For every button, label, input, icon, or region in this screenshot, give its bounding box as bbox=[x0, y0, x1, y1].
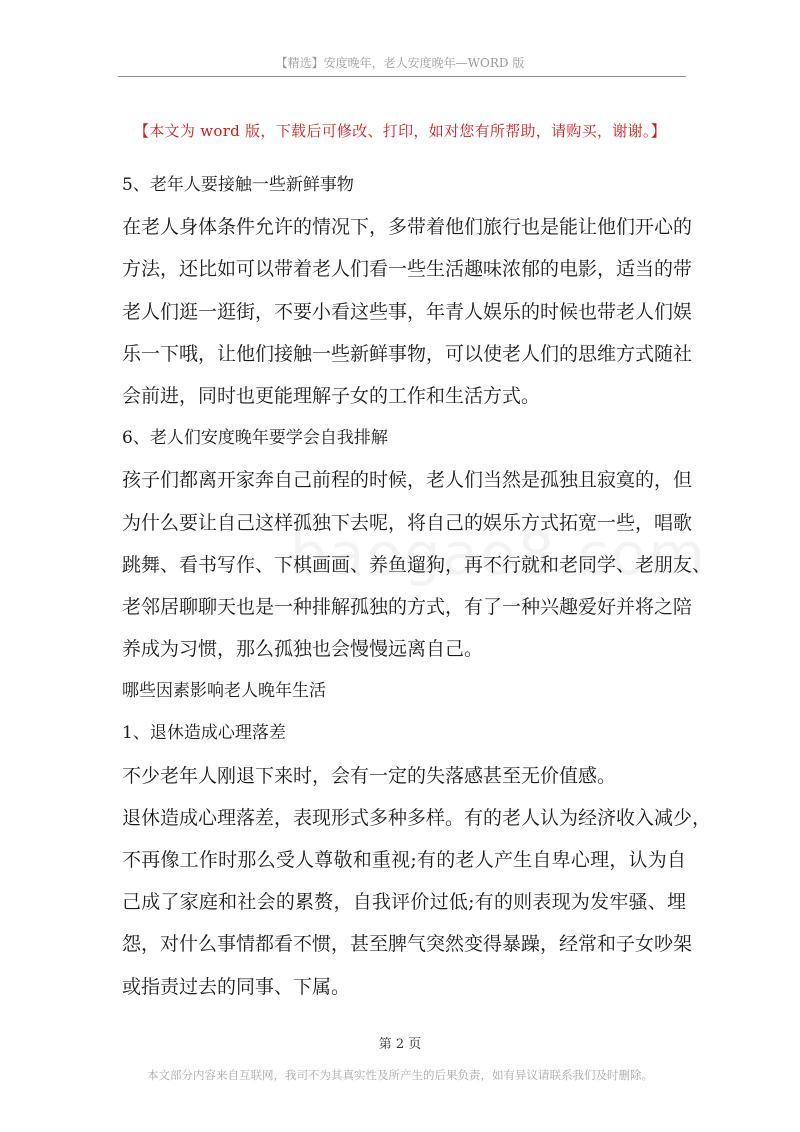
section-heading: 6、老人们安度晚年要学会自我排解 bbox=[122, 428, 388, 449]
page-header: 【精选】安度晚年，老人安度晚年—WORD 版 bbox=[275, 56, 525, 70]
body-text-line: 不再像工作时那么受人尊敬和重视;有的老人产生自卑心理，认为自 bbox=[122, 849, 686, 871]
body-text-line: 或指责过去的同事、下属。 bbox=[122, 975, 351, 998]
body-text-line: 跳舞、看书写作、下棋画画、养鱼遛狗，再不行就和老同学、老朋友、 bbox=[122, 553, 712, 576]
document-body bbox=[122, 164, 712, 1008]
page-number: 第 2 页 bbox=[378, 1037, 422, 1052]
body-text-line: 孩子们都离开家奔自己前程的时候，老人们当然是孤独且寂寞的，但 bbox=[122, 469, 693, 492]
body-text-line: 不少老年人刚退下来时，会有一定的失落感甚至无价值感。 bbox=[122, 764, 617, 787]
header-divider bbox=[118, 76, 686, 77]
section-heading: 1、退休造成心理落差 bbox=[122, 723, 286, 744]
body-text-line: 老人们逛一逛街，不要小看这些事，年青人娱乐的时候也带老人们娱 bbox=[122, 300, 693, 323]
body-text-line: 在老人身体条件允许的情况下，多带着他们旅行也是能让他们开心的 bbox=[122, 216, 693, 239]
body-text-line: 为什么要让自己这样孤独下去呢，将自己的娱乐方式拓宽一些，唱歌 bbox=[122, 511, 693, 534]
download-notice: 【本文为 word 版，下载后可修改、打印，如对您有所帮助，请购买，谢谢。】 bbox=[133, 122, 667, 140]
body-text-line: 退休造成心理落差，表现形式多种多样。有的老人认为经济收入减少， bbox=[122, 806, 712, 829]
body-text-line: 己成了家庭和社会的累赘，自我评价过低;有的则表现为发牢骚、埋 bbox=[122, 891, 686, 914]
body-text-line: 会前进，同时也更能理解子女的工作和生活方式。 bbox=[122, 384, 541, 407]
body-text-line: 方法，还比如可以带着老人们看一些生活趣味浓郁的电影，适当的带 bbox=[122, 258, 693, 281]
body-text-line: 养成为习惯，那么孤独也会慢慢远离自己。 bbox=[122, 638, 484, 661]
section-heading: 5、老年人要接触一些新鲜事物 bbox=[122, 175, 354, 195]
page-footer-disclaimer: 本文部分内容来自互联网，我司不为其真实性及所产生的后果负责，如有异议请联系我们及时删除。 bbox=[147, 1068, 653, 1082]
body-text-line: 乐一下哦，让他们接触一些新鲜事物，可以使老人们的思维方式随社 bbox=[122, 342, 693, 365]
body-text-line: 怨，对什么事情都看不惯，甚至脾气突然变得暴躁，经常和子女吵架 bbox=[122, 933, 693, 956]
section-heading: 哪些因素影响老人晚年生活 bbox=[122, 681, 326, 702]
body-text-line: 老邻居聊聊天也是一种排解孤独的方式，有了一种兴趣爱好并将之陪 bbox=[122, 595, 693, 618]
